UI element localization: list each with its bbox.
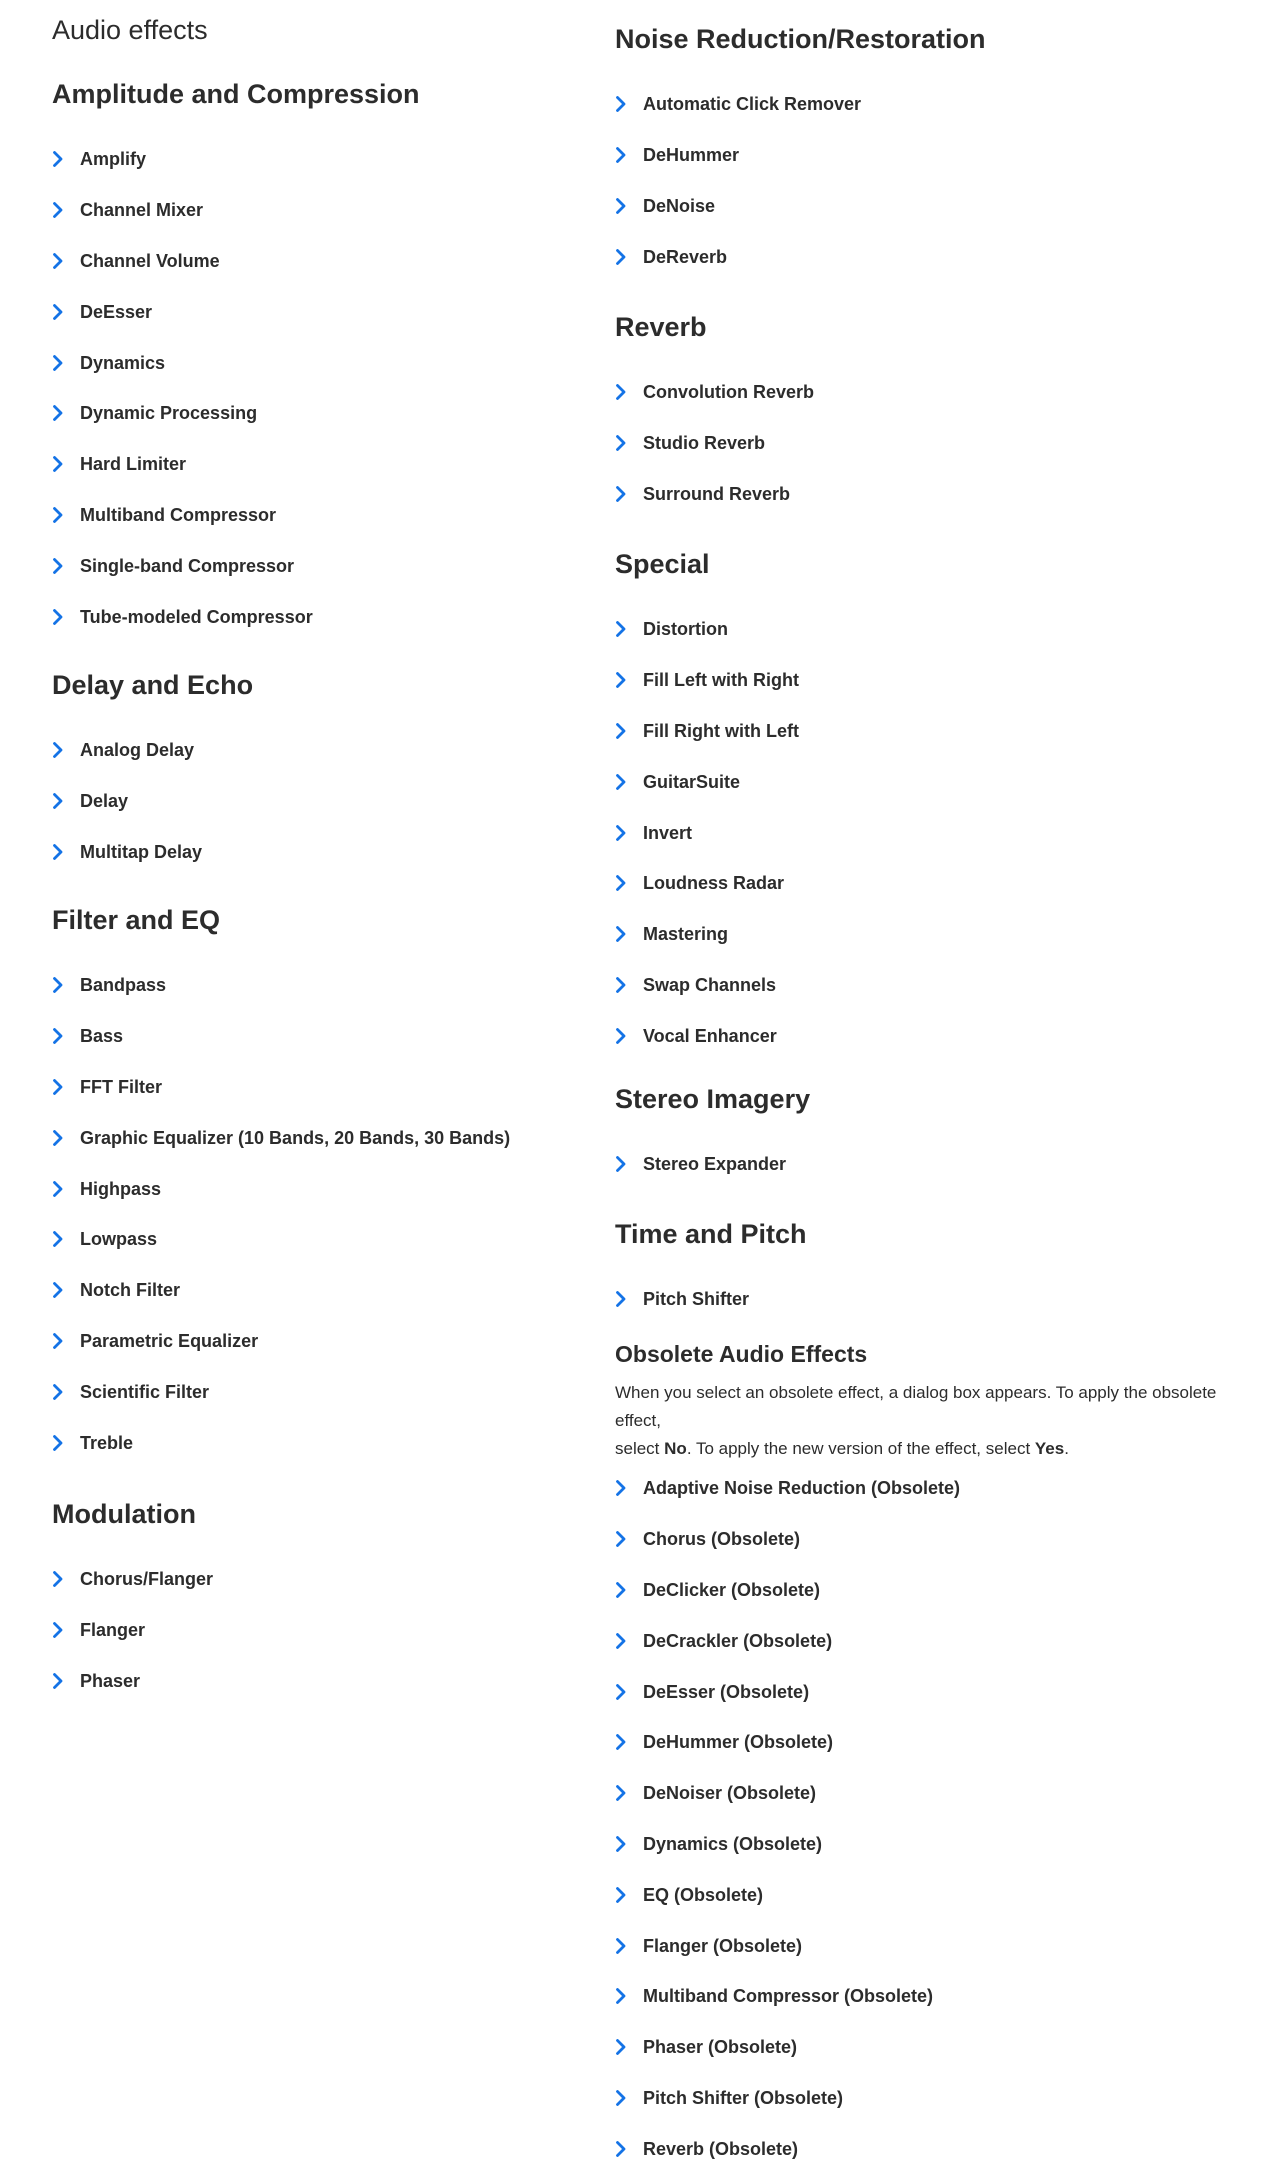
effect-link-surround-reverb[interactable] (615, 469, 1265, 520)
section-heading: Obsolete Audio Effects (615, 1341, 868, 1367)
effect-link-single-band-compressor[interactable] (52, 540, 592, 591)
effect-label: Phaser (80, 1670, 141, 1691)
effect-link-dehummer-obsolete[interactable] (615, 1717, 1265, 1768)
chevron-right-icon (52, 1622, 80, 1638)
effect-label: Pitch Shifter (Obsolete) (643, 2087, 844, 2108)
effect-label: GuitarSuite (643, 771, 741, 792)
chevron-right-icon (615, 1785, 643, 1801)
chevron-right-icon (52, 1130, 80, 1146)
chevron-right-icon (52, 1673, 80, 1689)
effect-label: Adaptive Noise Reduction (Obsolete) (643, 1478, 961, 1499)
section-modulation (52, 1496, 592, 1706)
chevron-right-icon (615, 672, 643, 688)
note-select-text: select (615, 1439, 665, 1458)
effect-link-dynamic-processing[interactable] (52, 388, 592, 439)
chevron-right-icon (52, 844, 80, 860)
effect-link-guitarsuite[interactable] (615, 756, 1265, 807)
effect-label: DeClicker (Obsolete) (643, 1579, 821, 1600)
chevron-right-icon (52, 405, 80, 421)
chevron-right-icon (615, 435, 643, 451)
section-heading: Stereo Imagery (615, 1084, 811, 1114)
effect-link-amplify[interactable] (52, 134, 592, 185)
effect-label: Loudness Radar (643, 873, 785, 894)
effect-label: Fill Right with Left (643, 720, 799, 741)
effect-label: Vocal Enhancer (643, 1025, 777, 1046)
chevron-right-icon (615, 621, 643, 637)
effect-link-parametric-equalizer[interactable] (52, 1316, 592, 1367)
effect-label: Flanger (Obsolete) (643, 1935, 803, 1956)
effect-link-loudness-radar[interactable] (615, 858, 1265, 909)
effect-label: Pitch Shifter (643, 1289, 750, 1310)
chevron-right-icon (615, 249, 643, 265)
effect-link-multiband-compressor-obsolete[interactable] (615, 1971, 1265, 2022)
section-heading: Noise Reduction/Restoration (615, 24, 986, 54)
effect-label: EQ (Obsolete) (643, 1884, 764, 1905)
chevron-right-icon (615, 1633, 643, 1649)
chevron-right-icon (615, 977, 643, 993)
chevron-right-icon (615, 384, 643, 400)
obsolete-note (615, 1379, 1265, 1463)
effect-label: Multitap Delay (80, 841, 203, 862)
chevron-right-icon (615, 1836, 643, 1852)
effect-link-deesser-obsolete[interactable] (615, 1666, 1265, 1717)
chevron-right-icon (52, 1282, 80, 1298)
chevron-right-icon (615, 1988, 643, 2004)
chevron-right-icon (615, 147, 643, 163)
section-obsolete-audio-effects (615, 1339, 1265, 2174)
effect-list (615, 1274, 1265, 1325)
effect-link-dynamics[interactable] (52, 337, 592, 388)
effect-link-pitch-shifter[interactable] (615, 1274, 1265, 1325)
effect-link-automatic-click-remover[interactable] (615, 79, 1265, 130)
effect-label: FFT Filter (80, 1076, 162, 1097)
effect-link-dehummer[interactable] (615, 130, 1265, 181)
effect-link-scientific-filter[interactable] (52, 1366, 592, 1417)
chevron-right-icon (615, 723, 643, 739)
section-filter-and-eq (52, 902, 592, 1468)
effect-link-delay[interactable] (52, 776, 592, 827)
chevron-right-icon (615, 1156, 643, 1172)
chevron-right-icon (615, 486, 643, 502)
effect-label: Studio Reverb (643, 433, 766, 454)
effect-link-bass[interactable] (52, 1011, 592, 1062)
chevron-right-icon (615, 1938, 643, 1954)
section-reverb (615, 309, 1265, 519)
chevron-right-icon (52, 609, 80, 625)
effect-label: DeReverb (643, 246, 728, 267)
effect-label: Delay (80, 791, 129, 812)
effect-label: Reverb (Obsolete) (643, 2138, 799, 2159)
section-delay-and-echo (52, 667, 592, 877)
effect-label: DeEsser (80, 301, 153, 322)
section-heading: Delay and Echo (52, 670, 254, 700)
chevron-right-icon (52, 1079, 80, 1095)
effect-label: Swap Channels (643, 974, 777, 995)
chevron-right-icon (52, 355, 80, 371)
effect-link-flanger-obsolete[interactable] (615, 1920, 1265, 1971)
chevron-right-icon (615, 1531, 643, 1547)
note-no-option: No (664, 1439, 687, 1458)
effect-label: Multiband Compressor (Obsolete) (643, 1986, 934, 2007)
effect-label: DeNoiser (Obsolete) (643, 1783, 817, 1804)
effect-label: Dynamic Processing (80, 403, 258, 424)
effect-link-invert[interactable] (615, 807, 1265, 858)
section-stereo-imagery (615, 1081, 1265, 1190)
chevron-right-icon (52, 202, 80, 218)
effect-label: Bandpass (80, 975, 167, 996)
effect-link-highpass[interactable] (52, 1163, 592, 1214)
effect-label: Scientific Filter (80, 1381, 210, 1402)
effect-list (52, 725, 592, 877)
chevron-right-icon (615, 1734, 643, 1750)
effect-link-fill-right-with-left[interactable] (615, 706, 1265, 757)
effect-link-pitch-shifter-obsolete[interactable] (615, 2073, 1265, 2124)
effect-link-convolution-reverb[interactable] (615, 367, 1265, 418)
effect-link-chorus-flanger[interactable] (52, 1554, 592, 1605)
effect-list (615, 1463, 1265, 2174)
chevron-right-icon (52, 1333, 80, 1349)
effect-label: Hard Limiter (80, 454, 187, 475)
effect-label: Chorus/Flanger (80, 1569, 214, 1590)
effect-label: Phaser (Obsolete) (643, 2037, 798, 2058)
chevron-right-icon (615, 1582, 643, 1598)
section-special (615, 546, 1265, 1061)
chevron-right-icon (52, 304, 80, 320)
effect-link-treble[interactable] (52, 1417, 592, 1468)
effect-list (615, 79, 1265, 282)
effect-list (615, 367, 1265, 519)
effect-list (52, 1554, 592, 1706)
effect-link-swap-channels[interactable] (615, 960, 1265, 1011)
chevron-right-icon (615, 774, 643, 790)
chevron-right-icon (52, 977, 80, 993)
chevron-right-icon (615, 2141, 643, 2157)
note-middle-text: . To apply the new version of the effect, select (686, 1439, 1035, 1458)
chevron-right-icon (52, 793, 80, 809)
effect-label: Mastering (643, 924, 729, 945)
chevron-right-icon (52, 253, 80, 269)
effect-link-analog-delay[interactable] (52, 725, 592, 776)
effect-list (52, 960, 592, 1468)
effect-label: Notch Filter (80, 1280, 181, 1301)
page-title: Audio effects (52, 15, 208, 45)
effect-link-flanger[interactable] (52, 1605, 592, 1656)
effect-link-multitap-delay[interactable] (52, 827, 592, 878)
effect-link-vocal-enhancer[interactable] (615, 1010, 1265, 1061)
chevron-right-icon (615, 198, 643, 214)
effect-link-reverb-obsolete[interactable] (615, 2123, 1265, 2174)
effect-link-notch-filter[interactable] (52, 1265, 592, 1316)
effect-label: Channel Mixer (80, 200, 204, 221)
chevron-right-icon (52, 1384, 80, 1400)
note-yes-option: Yes (1034, 1439, 1065, 1458)
chevron-right-icon (52, 1231, 80, 1247)
effect-label: Single-band Compressor (80, 555, 295, 576)
effect-list (615, 1139, 1265, 1190)
effect-link-phaser-obsolete[interactable] (615, 2022, 1265, 2073)
chevron-right-icon (615, 2039, 643, 2055)
effect-link-fill-left-with-right[interactable] (615, 655, 1265, 706)
section-heading: Modulation (52, 1499, 196, 1529)
section-heading: Time and Pitch (615, 1219, 807, 1249)
effect-link-denoise[interactable] (615, 181, 1265, 232)
chevron-right-icon (615, 96, 643, 112)
effect-link-hard-limiter[interactable] (52, 439, 592, 490)
effect-label: Automatic Click Remover (643, 94, 862, 115)
chevron-right-icon (52, 456, 80, 472)
note-line-1: When you select an obsolete effect, a dialog box appears. To apply the obsolete effect, (615, 1383, 1217, 1430)
chevron-right-icon (52, 1571, 80, 1587)
effect-label: Dynamics (80, 352, 166, 373)
effect-label: Parametric Equalizer (80, 1330, 259, 1351)
effect-label: DeHummer (Obsolete) (643, 1732, 834, 1753)
effect-link-declicker-obsolete[interactable] (615, 1565, 1265, 1616)
effect-label: DeHummer (643, 145, 740, 166)
effect-link-stereo-expander[interactable] (615, 1139, 1265, 1190)
effect-label: Highpass (80, 1178, 162, 1199)
chevron-right-icon (615, 1480, 643, 1496)
effect-link-adaptive-noise-reduction-obsolete[interactable] (615, 1463, 1265, 1514)
effect-link-phaser[interactable] (52, 1656, 592, 1707)
chevron-right-icon (52, 151, 80, 167)
effect-label: Multiband Compressor (80, 504, 277, 525)
chevron-right-icon (615, 825, 643, 841)
effect-link-multiband-compressor[interactable] (52, 490, 592, 541)
effect-label: Fill Left with Right (643, 670, 799, 691)
chevron-right-icon (52, 507, 80, 523)
chevron-right-icon (615, 926, 643, 942)
effect-link-eq-obsolete[interactable] (615, 1869, 1265, 1920)
effect-link-fft-filter[interactable] (52, 1062, 592, 1113)
effect-label: Channel Volume (80, 250, 220, 271)
section-amplitude-and-compression (52, 76, 592, 642)
effect-link-studio-reverb[interactable] (615, 418, 1265, 469)
effect-link-decrackler-obsolete[interactable] (615, 1615, 1265, 1666)
chevron-right-icon (52, 1028, 80, 1044)
effect-label: Analog Delay (80, 740, 195, 761)
effect-label: Stereo Expander (643, 1154, 787, 1175)
chevron-right-icon (615, 875, 643, 891)
effect-label: DeNoise (643, 195, 716, 216)
effect-label: Graphic Equalizer (10 Bands, 20 Bands, 30 Bands) (80, 1127, 511, 1148)
effect-link-channel-mixer[interactable] (52, 185, 592, 236)
effect-label: Surround Reverb (643, 483, 791, 504)
section-heading: Special (615, 549, 710, 579)
effect-label: Lowpass (80, 1229, 158, 1250)
effect-link-tube-modeled-compressor[interactable] (52, 591, 592, 642)
chevron-right-icon (52, 1181, 80, 1197)
effect-label: DeCrackler (Obsolete) (643, 1630, 833, 1651)
effect-label: Bass (80, 1026, 124, 1047)
chevron-right-icon (52, 558, 80, 574)
effect-label: Invert (643, 822, 693, 843)
note-end-text: . (1064, 1439, 1069, 1458)
effect-link-dereverb[interactable] (615, 231, 1265, 282)
effect-link-lowpass[interactable] (52, 1214, 592, 1265)
chevron-right-icon (52, 1435, 80, 1451)
section-heading: Filter and EQ (52, 905, 221, 935)
effect-label: Flanger (80, 1620, 146, 1641)
effect-list (52, 134, 592, 642)
effect-link-denoiser-obsolete[interactable] (615, 1768, 1265, 1819)
chevron-right-icon (52, 742, 80, 758)
chevron-right-icon (615, 1887, 643, 1903)
effect-list (615, 604, 1265, 1061)
effect-label: Chorus (Obsolete) (643, 1529, 801, 1550)
effect-label: Convolution Reverb (643, 382, 815, 403)
effect-link-mastering[interactable] (615, 909, 1265, 960)
effect-link-channel-volume[interactable] (52, 236, 592, 287)
effect-link-bandpass[interactable] (52, 960, 592, 1011)
effect-link-graphic-equalizer-10-bands-20-bands-30-bands[interactable] (52, 1112, 592, 1163)
chevron-right-icon (615, 1291, 643, 1307)
effect-label: Dynamics (Obsolete) (643, 1833, 823, 1854)
effect-link-deesser[interactable] (52, 286, 592, 337)
effect-link-chorus-obsolete[interactable] (615, 1514, 1265, 1565)
section-heading: Amplitude and Compression (52, 79, 420, 109)
effect-label: Tube-modeled Compressor (80, 606, 313, 627)
effect-label: Amplify (80, 149, 147, 170)
effect-label: Treble (80, 1432, 134, 1453)
section-heading: Reverb (615, 312, 707, 342)
effect-label: DeEsser (Obsolete) (643, 1681, 810, 1702)
effect-link-dynamics-obsolete[interactable] (615, 1819, 1265, 1870)
effect-link-distortion[interactable] (615, 604, 1265, 655)
section-time-and-pitch (615, 1216, 1265, 1325)
chevron-right-icon (615, 1028, 643, 1044)
chevron-right-icon (615, 1684, 643, 1700)
section-noise-reduction-restoration (615, 21, 1265, 282)
chevron-right-icon (615, 2090, 643, 2106)
effect-label: Distortion (643, 619, 728, 640)
